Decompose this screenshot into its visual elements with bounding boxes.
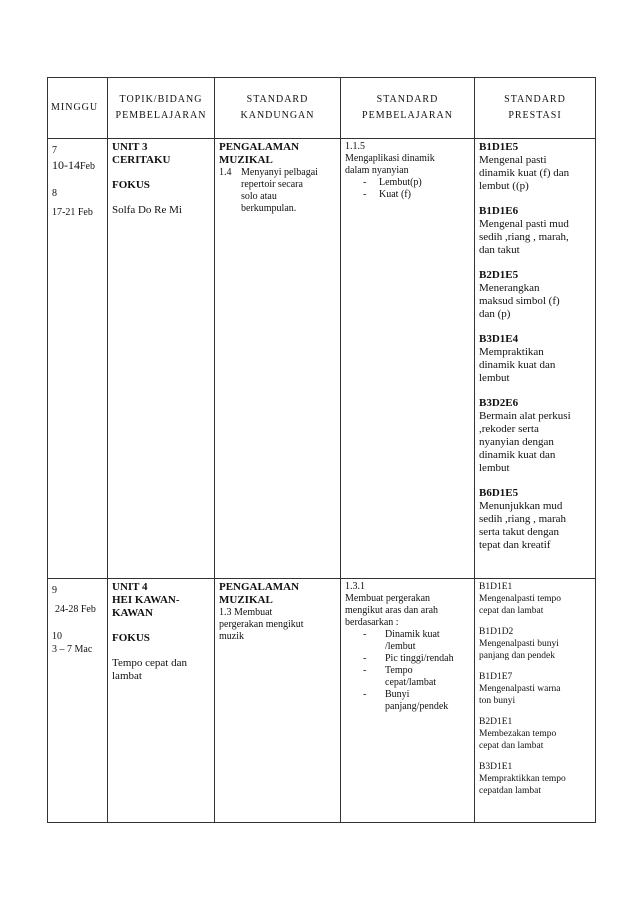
prestasi-text: Mengenalpasti bunyi	[479, 639, 559, 649]
prestasi-text: serta takut dengan	[479, 526, 560, 538]
prestasi-text: Membezakan tempo	[479, 729, 557, 739]
prestasi-code: B1D1E1	[479, 582, 513, 592]
prestasi-text: sedih ,riang , marah	[479, 513, 567, 525]
prestasi-text: lembut	[479, 462, 510, 474]
prestasi-text: Mengenal pasti	[479, 154, 547, 166]
prestasi-code: B2D1E1	[479, 717, 513, 727]
standard-pembelajaran-cell: 1.3.1 Membuat pergerakan mengikut aras dan arah berdasarkan : - Dinamik kuat /lembut - Pic tinggi/rendah - Tempo cepat/lambat - Bunyi panjang/pendek	[341, 579, 475, 823]
prestasi-text: dinamik kuat dan	[479, 359, 556, 371]
topic-cell: UNIT 3 CERITAKU FOKUS Solfa Do Re Mi	[108, 139, 215, 579]
standard-kandungan-cell: PENGALAMAN MUZIKAL 1.4 Menyanyi pelbagai repertoir secara solo atau berkumpulan.	[215, 139, 341, 579]
prestasi-text: cepat dan lambat	[479, 606, 544, 616]
criteria-item: cepat/lambat	[385, 677, 437, 688]
prestasi-item	[479, 141, 591, 193]
prestasi-item	[479, 487, 591, 552]
header-minggu: MINGGU	[48, 78, 108, 139]
prestasi-item	[479, 716, 591, 752]
prestasi-code: B3D1E4	[479, 333, 519, 345]
criteria-item: /lembut	[385, 641, 416, 652]
lesson-plan-table	[47, 77, 596, 823]
prestasi-text: nyanyian dengan	[479, 436, 554, 448]
criteria-item: - Bunyi	[363, 689, 410, 700]
criteria-item: panjang/pendek	[385, 701, 449, 712]
table-header-row	[48, 78, 596, 139]
standard-prestasi-cell	[475, 139, 596, 579]
prestasi-item	[479, 761, 591, 797]
prestasi-text: cepatdan lambat	[479, 786, 541, 796]
criteria-item: - Dinamik kuat	[363, 629, 440, 640]
prestasi-text: Bermain alat perkusi	[479, 410, 571, 422]
prestasi-code: B3D2E6	[479, 397, 519, 409]
prestasi-code: B2D1E5	[479, 269, 519, 281]
standard-pembelajaran-cell: 1.1.5 Mengaplikasi dinamik dalam nyanyian - Lembut(p) - Kuat (f)	[341, 139, 475, 579]
table-row	[48, 139, 596, 579]
standard-prestasi-cell	[475, 579, 596, 823]
prestasi-text: dinamik kuat (f) dan	[479, 167, 570, 179]
prestasi-text: ,rekoder serta	[479, 423, 539, 435]
criteria-item: - Tempo	[363, 665, 413, 676]
prestasi-item	[479, 333, 591, 385]
standard-kandungan-cell: PENGALAMAN MUZIKAL 1.3 Membuat pergerakan mengikut muzik	[215, 579, 341, 823]
prestasi-text: panjang dan pendek	[479, 651, 555, 661]
header-standard-prestasi: STANDARD PRESTASI	[475, 78, 596, 139]
prestasi-code: B1D1E6	[479, 205, 519, 217]
prestasi-text: Mengenalpasti warna	[479, 684, 561, 694]
header-standard-pembelajaran: STANDARD PEMBELAJARAN	[341, 78, 475, 139]
prestasi-code: B6D1E5	[479, 487, 519, 499]
prestasi-text: dan takut	[479, 244, 520, 256]
prestasi-item	[479, 205, 591, 257]
table-row	[48, 579, 596, 823]
criteria-item: - Pic tinggi/rendah	[363, 653, 454, 664]
prestasi-text: Mempraktikan	[479, 346, 544, 358]
prestasi-code: B1D1D2	[479, 627, 514, 637]
prestasi-text: Menerangkan	[479, 282, 540, 294]
prestasi-item	[479, 581, 591, 617]
prestasi-text: tepat dan kreatif	[479, 539, 551, 551]
week-cell: 7 10-14Feb 8 17-21 Feb	[48, 139, 108, 579]
topic-cell: UNIT 4 HEI KAWAN- KAWAN FOKUS Tempo cepat dan lambat	[108, 579, 215, 823]
header-topik: TOPIK/BIDANG PEMBELAJARAN	[108, 78, 215, 139]
prestasi-item	[479, 397, 591, 475]
prestasi-text: dan (p)	[479, 308, 511, 320]
prestasi-text: dinamik kuat dan	[479, 449, 556, 461]
prestasi-item	[479, 671, 591, 707]
prestasi-text: Mempraktikkan tempo	[479, 774, 566, 784]
header-standard-kandungan: STANDARD KANDUNGAN	[215, 78, 341, 139]
prestasi-text: Menunjukkan mud	[479, 500, 563, 512]
prestasi-text: Mengenal pasti mud	[479, 218, 569, 230]
prestasi-text: Mengenalpasti tempo	[479, 594, 562, 604]
prestasi-item	[479, 269, 591, 321]
prestasi-text: cepat dan lambat	[479, 741, 544, 751]
prestasi-code: B3D1E1	[479, 762, 513, 772]
prestasi-text: maksud simbol (f)	[479, 295, 560, 307]
prestasi-text: ton bunyi	[479, 696, 516, 706]
prestasi-code: B1D1E7	[479, 672, 513, 682]
prestasi-text: lembut	[479, 372, 510, 384]
prestasi-code: B1D1E5	[479, 141, 519, 153]
prestasi-text: sedih ,riang , marah,	[479, 231, 569, 243]
prestasi-text: lembut ((p)	[479, 180, 529, 192]
week-cell: 9 24-28 Feb 10 3 – 7 Mac	[48, 579, 108, 823]
prestasi-item	[479, 626, 591, 662]
